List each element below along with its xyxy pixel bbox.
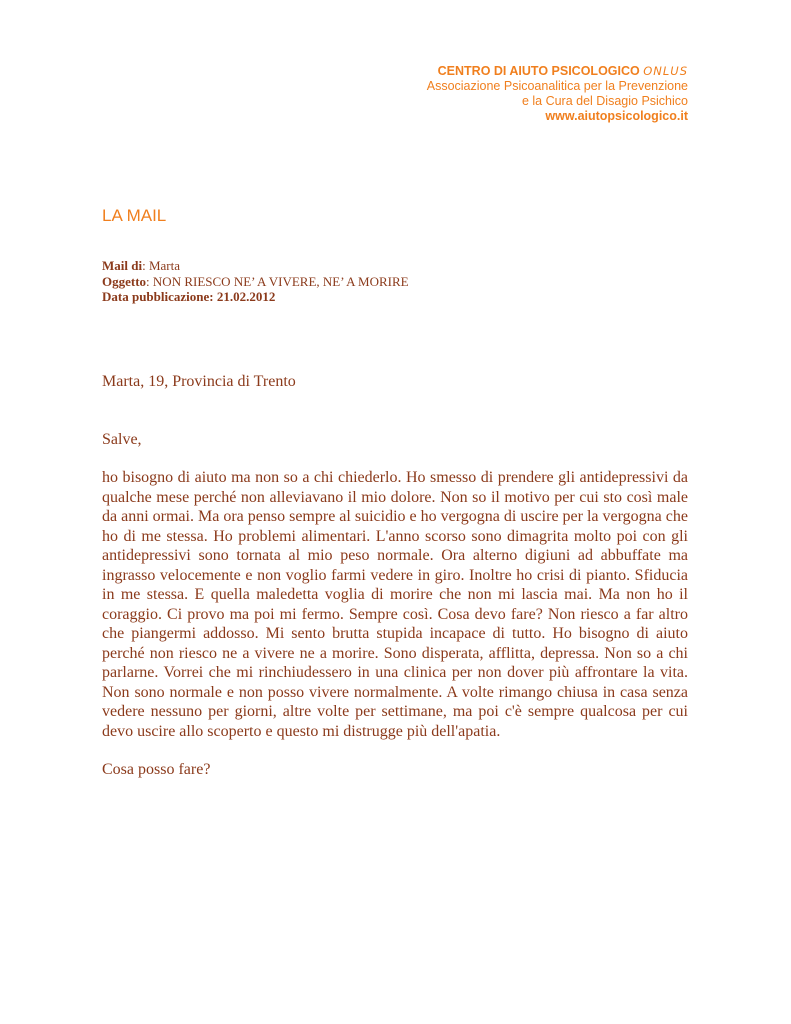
org-suffix: ONLUS bbox=[643, 64, 688, 78]
date-label: Data pubblicazione: bbox=[102, 289, 214, 304]
subject-value: NON RIESCO NE’ A VIVERE, NE’ A MORIRE bbox=[152, 273, 409, 289]
date-value: 21.02.2012 bbox=[216, 289, 276, 304]
subject-line: Oggetto: NON RIESCO NE’ A VIVERE, NE’ A MORIRE bbox=[102, 273, 409, 289]
website-link[interactable]: www.aiutopsicologico.it bbox=[545, 109, 688, 123]
from-line: Mail di: Marta bbox=[102, 258, 181, 273]
letter-paragraph: ho bisogno di aiuto ma non so a chi chiederlo. Ho smesso di prendere gli antidepressivi da qualche mese perché non alleviavano il mio dolore. Non so il motivo per cui sto così male da anni ormai. Ma ora penso sempre al suicidio e ho vergogna di uscire per la vergogna che ho di me stessa. Ho problemi alimentari. L'anno scorso sono dimagrita molto poi con gli antidepressivi sono tornata al mio peso normale. Ora alterno digiuni ad abbuffate ma ingrasso velocemente e non voglio farmi vedere in giro. Inoltre ho crisi di pianto. Sfiducia in me stessa. E quella maledetta voglia di morire che non mi lascia mai. Ma non ho il coraggio. Ci provo ma poi mi fermo. Sempre così. Cosa devo fare? Non riesco a far altro che piangermi addosso. Mi sento brutta stupida incapace di tutto. Ho bisogno di aiuto perché non riesco ne a vivere ne a morire. Sono disperata, afflitta, depressa. Non so a chi parlarne. Vorrei che mi rinchiudessero in una clinica per non dover più affrontare la vita. Non sono normale e non posso vivere normalmente. A volte rimango chiusa in casa senza vedere nessuno per giorni, altre volte per settimane, ma poi c'è sempre qualcosa per cui devo uscire allo scoperto e questo mi distrugge più dell'apatia. bbox=[102, 469, 688, 740]
letter-greeting: Salve, bbox=[102, 430, 142, 448]
from-label: Mail di bbox=[102, 258, 143, 273]
org-name-line bbox=[427, 64, 688, 79]
tagline-line-2: e la Cura del Disagio Psichico bbox=[521, 94, 688, 108]
section-title: LA MAIL bbox=[102, 206, 167, 225]
mail-metadata bbox=[102, 258, 409, 305]
date-line bbox=[102, 289, 409, 305]
letter-sender: Marta, 19, Provincia di Trento bbox=[102, 373, 296, 390]
org-name: CENTRO DI AIUTO PSICOLOGICO bbox=[437, 64, 640, 78]
letter-body bbox=[102, 372, 688, 780]
from-value: Marta bbox=[148, 258, 181, 273]
subject-label: Oggetto bbox=[102, 273, 147, 289]
letter-closing: Cosa posso fare? bbox=[102, 761, 211, 778]
tagline-line-1: Associazione Psicoanalitica per la Prevenzione bbox=[426, 79, 688, 93]
organization-header bbox=[427, 64, 688, 124]
